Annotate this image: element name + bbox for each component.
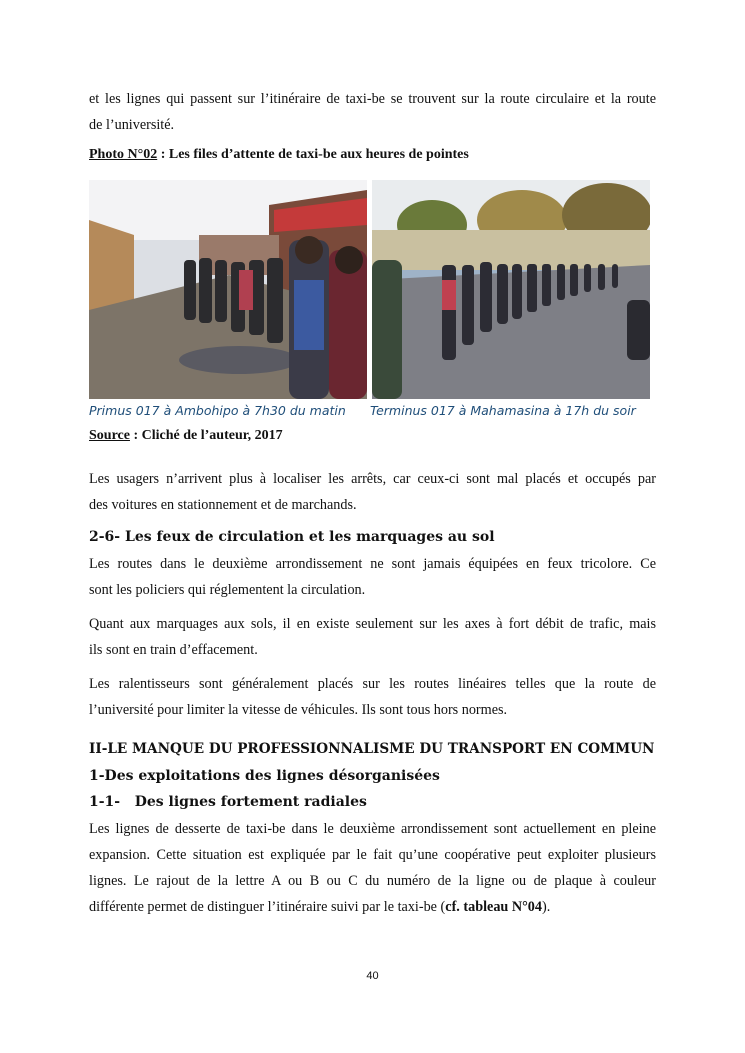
paragraph-line: des voitures en stationnement et de marchands.	[89, 497, 357, 513]
paragraph-line	[89, 894, 656, 920]
paragraph-line: de l’université.	[89, 117, 175, 133]
page-number: 40	[366, 970, 379, 982]
paragraph-line: Les usagers n’arrivent plus à localiser les arrêts, car ceux-ci sont mal placés et occupés par	[89, 471, 656, 487]
chapter-heading: II-LE MANQUE DU PROFESSIONNALISME DU TRANSPORT EN COMMUN	[89, 741, 655, 757]
paragraph-line: Quant aux marquages aux sols, il en existe seulement sur les axes à fort débit de trafic, mais	[89, 616, 656, 632]
photo-caption	[89, 147, 469, 163]
section-heading: 2-6- Les feux de circulation et les marquages au sol	[89, 529, 495, 545]
source-line	[89, 428, 283, 444]
paragraph-text-end: ).	[541, 899, 551, 915]
photo-caption-left: Primus 017 à Ambohipo à 7h30 du matin	[89, 403, 346, 418]
paragraph-line: l’université pour limiter la vitesse de véhicules. Ils sont tous hors normes.	[89, 702, 508, 718]
paragraph-line: et les lignes qui passent sur l’itinéraire de taxi-be se trouvent sur la route circulaire et la route	[89, 91, 656, 107]
photo-caption-right: Terminus 017 à Mahamasina à 17h du soir	[370, 403, 636, 418]
paragraph-line: sont les policiers qui réglementent la circulation.	[89, 582, 366, 598]
section-heading: 1-Des exploitations des lignes désorganisées	[89, 768, 440, 784]
paragraph-line: ils sont en train d’effacement.	[89, 642, 258, 658]
photo-ambohipo	[89, 180, 367, 399]
subsection-heading: 1-1- Des lignes fortement radiales	[89, 794, 367, 810]
paragraph-text: différente permet de distinguer l’itinéraire suivi par le taxi-be (	[89, 899, 446, 915]
photo-mahamasina	[372, 180, 650, 399]
source-label: Source	[89, 428, 130, 443]
paragraph-line: expansion. Cette situation est expliquée par le fait qu’une coopérative peut exploiter plusieurs	[89, 847, 656, 863]
paragraph-line: Les routes dans le deuxième arrondissement ne sont jamais équipées en feux tricolore. Ce	[89, 556, 656, 572]
paragraph-line: Les lignes de desserte de taxi-be dans le deuxième arrondissement sont actuellement en pleine	[89, 821, 656, 837]
paragraph-line: Les ralentisseurs sont généralement placés sur les routes linéaires telles que la route de	[89, 676, 656, 692]
table-reference: cf. tableau N°04	[445, 899, 542, 915]
photo-number: Photo N°02	[89, 147, 158, 162]
source-text: : Cliché de l’auteur, 2017	[129, 428, 283, 443]
paragraph-line: lignes. Le rajout de la lettre A ou B ou C du numéro de la ligne ou de plaque à couleur	[89, 873, 656, 889]
photo-title: : Les files d’attente de taxi-be aux heures de pointes	[157, 147, 469, 162]
